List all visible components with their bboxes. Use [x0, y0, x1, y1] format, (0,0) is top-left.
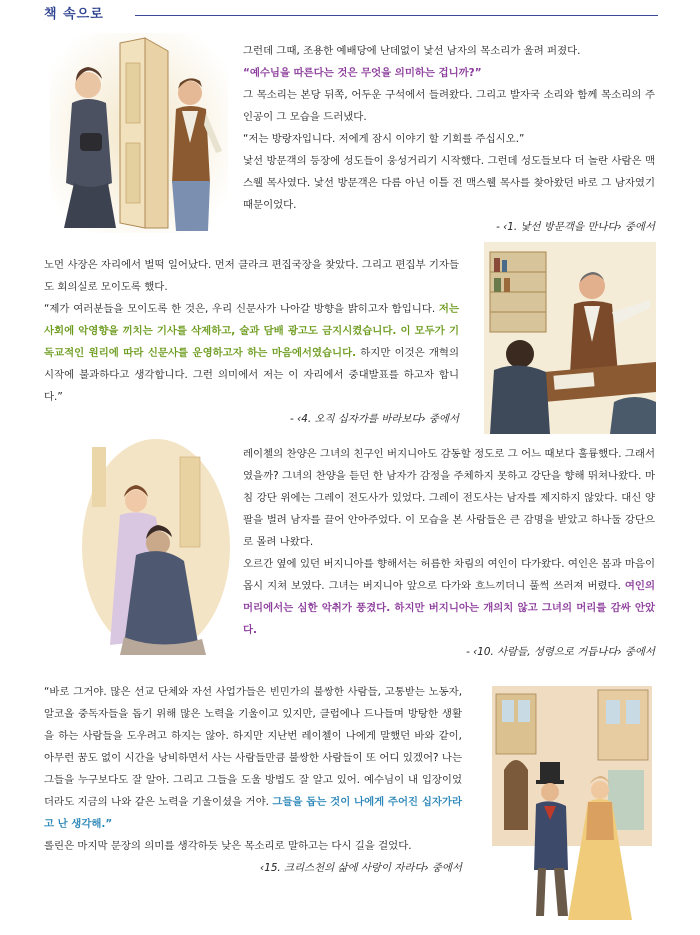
- excerpt-1: [243, 40, 655, 238]
- header-rule: [135, 15, 658, 16]
- excerpt-2-text: “제가 여러분들을 모이도록 한 것은, 우리 신문사가 나아갈 방향을 밝히고자 함입니다.: [44, 303, 439, 315]
- excerpt-2-paragraph: 노먼 사장은 자리에서 벌떡 일어났다. 먼저 클라크 편집국장을 찾았다. 그리고 편집부 기자들도 회의실로 모이도록 했다.: [44, 259, 459, 293]
- excerpt-1-paragraph: 그런데 그때, 조용한 예배당에 난데없이 낯선 남자의 목소리가 울려 퍼졌다.: [243, 45, 581, 57]
- excerpt-3-source: - ‹10. 사람들, 성령으로 거듭나다› 중에서: [466, 646, 655, 658]
- excerpt-4: [44, 681, 462, 879]
- excerpt-1-paragraph: 낯선 방문객의 등장에 성도들이 웅성거리기 시작했다. 그런데 성도들보다 더 놀란 사람은 맥스웰 목사였다. 낯선 방문객은 다름 아닌 이틀 전 맥스웰 목사를 찾아왔던 바로 그 남자였기 때문이었다.: [243, 155, 655, 211]
- illustration-street-couple: [488, 680, 656, 930]
- excerpt-4-paragraph: 롤린은 마지막 문장의 의미를 생각하듯 낮은 목소리로 말하고는 다시 길을 걸었다.: [44, 840, 412, 852]
- excerpt-2-paragraph: [44, 298, 459, 408]
- excerpt-2-source: - ‹4. 오직 십자가를 바라보다› 중에서: [290, 413, 459, 425]
- excerpt-4-source: ‹15. 크리스천의 삶에 사랑이 자라다› 중에서: [260, 862, 462, 874]
- excerpt-3-text: 오르간 옆에 있던 버지니아를 향해서는 허름한 차림의 여인이 다가왔다. 여인은 몸과 마음이 몹시 지쳐 보였다. 그녀는 버지니아 앞으로 다가와 흐느끼더니 풀썩 쓰러져 버렸다.: [243, 558, 655, 592]
- excerpt-1-paragraph: 그 목소리는 본당 뒤쪽, 어두운 구석에서 들려왔다. 그리고 발자국 소리와 함께 목소리의 주인공이 그 모습을 드러냈다.: [243, 89, 655, 123]
- excerpt-4-text: “바로 그거야. 많은 선교 단체와 자선 사업가들은 빈민가의 불쌍한 사람들, 고통받는 노동자, 알코올 중독자들을 돕기 위해 많은 노력을 기울이고 있지만, 클럽에나 드나들며 방탕한 생활을 하는 사람들을 도우려고 하지는 않아. 하지만 지난번 레이첼이 나에게 말했던 바와 같이, 아무런 꿈도 없이 시간을 낭비하면서 사는 사람들만큼 불쌍한 사람들이 또 어디 있겠어? 나는 그들을 누구보다도 잘 알아. 그리고 그들을 도울 방법도 잘 알고 있어. 예수님이 내 입장이었더라도 지금의 나와 같은 노력을 기울이셨을 거야.: [44, 686, 462, 808]
- excerpt-3: [243, 443, 655, 663]
- excerpt-3-paragraph: 레이첼의 찬양은 그녀의 친구인 버지니아도 감동할 정도로 그 어느 때보다 훌륭했다. 그래서였을까? 그녀의 찬양을 듣던 한 남자가 감정을 주체하지 못하고 강단을 향해 뛰쳐나왔다. 마침 강단 위에는 그레이 전도사가 있었다. 그레이 전도사는 남자를 제지하지 않았다. 대신 양팔을 벌려 남자를 끌어 안아주었다. 이 모습을 본 사람들은 큰 감명을 받았고 하나둘 강단으로 몰려 나왔다.: [243, 448, 655, 548]
- excerpt-1-quote: “예수님을 따른다는 것은 무엇을 의미하는 겁니까?”: [243, 67, 482, 79]
- excerpt-3-highlight: 여인의 머리에서는 심한 악취가 풍겼다. 하지만 버지니아는 개의치 않고 그녀의 머리를 감싸 안았다.: [243, 580, 655, 636]
- excerpt-2: [44, 254, 459, 430]
- excerpt-3-paragraph: [243, 553, 655, 641]
- illustration-newspaper-office: [484, 242, 656, 434]
- illustration-doorway-visitor: [50, 33, 228, 233]
- excerpt-2-text: 하지만 이것은 개혁의 시작에 불과하다고 생각합니다. 그런 의미에서 저는 이 자리에서 중대발표를 하고자 합니다.”: [44, 347, 459, 403]
- excerpt-1-source: - ‹1. 낯선 방문객을 만나다› 중에서: [496, 221, 655, 233]
- page-header: [0, 0, 700, 30]
- excerpt-4-paragraph: [44, 681, 462, 835]
- excerpt-4-highlight: 그들을 돕는 것이 나에게 주어진 십자가라고 난 생각해.”: [44, 796, 462, 830]
- excerpt-2-highlight: 저는 사회에 악영향을 끼치는 기사를 삭제하고, 술과 담배 광고도 금지시켰습니다. 이 모두가 기독교적인 원리에 따라 신문사를 운영하고자 하는 마음에서였습니다.: [44, 303, 459, 359]
- section-title: 책 속으로: [44, 7, 104, 22]
- excerpt-1-paragraph: “저는 방랑자입니다. 저에게 잠시 이야기 할 기회를 주십시오.”: [243, 133, 525, 145]
- illustration-embrace: [80, 437, 232, 659]
